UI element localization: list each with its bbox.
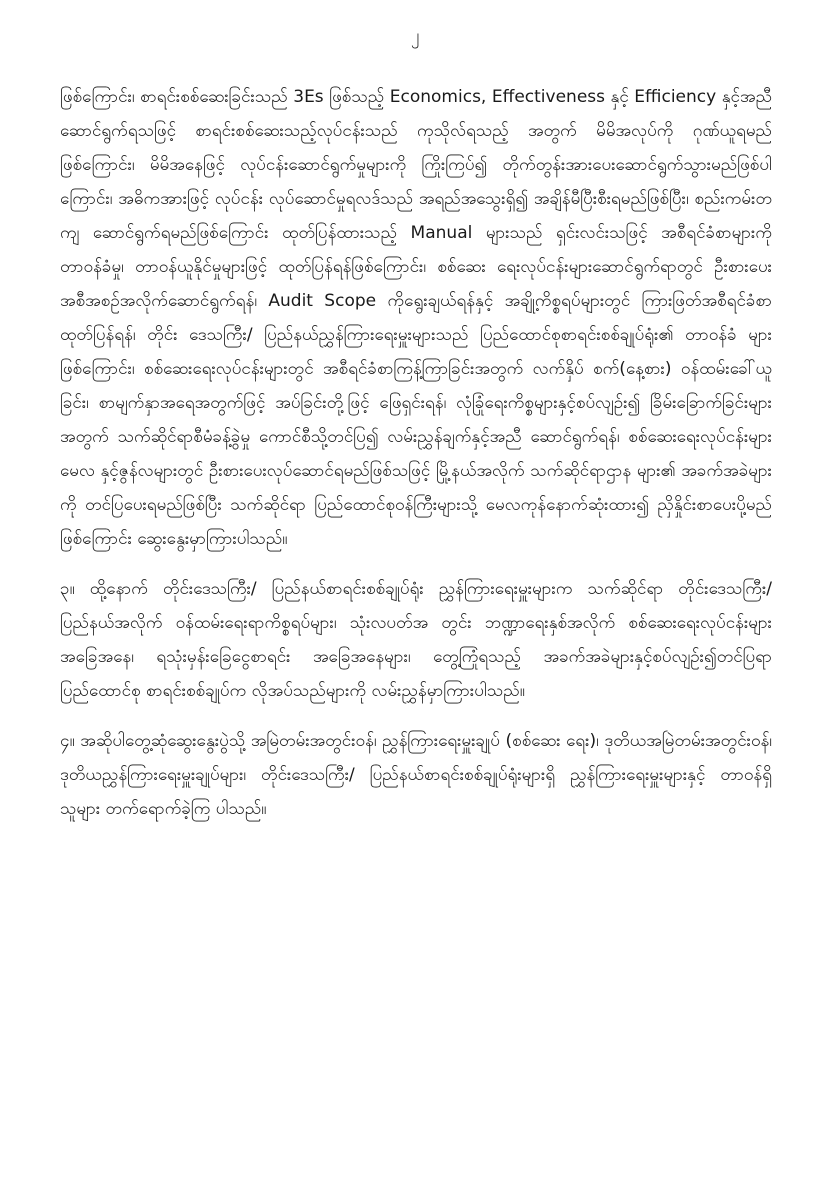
paragraph-3: ၃။ ထို့နောက် တိုင်းဒေသကြီး/ ပြည်နယ်စာရင်းစစ်ချုပ်ရုံး ညွှန်ကြားရေးမှူးများက သက်ဆိုင်ရာ တိုင်းဒေသကြီး/ ပြည်နယ်အလိုက် ဝန်ထမ်းရေးရာကိစ္စရပ်များ၊ သုံးလပတ်အ တွင်း ဘဏ္ဍာရေးနှစ်အလိုက် စစ်ဆေးရေးလုပ်ငန်းများအခြေအနေ၊ ရသုံးမှန်းခြေငွေစာရင်း အခြေအနေများ၊ တွေ့ကြုံရသည့် အခက်အခဲများနှင့်စပ်လျဉ်း၍တင်ပြရာ ပြည်ထောင်စု စာရင်းစစ်ချုပ်က လိုအပ်သည်များကို လမ်းညွှန်မှာကြားပါသည်။ (60, 579, 772, 701)
document-body (60, 80, 772, 826)
paragraph-4: ၄။ အဆိုပါတွေ့ဆုံဆွေးနွေးပွဲသို့ အမြဲတမ်းအတွင်းဝန်၊ ညွှန်ကြားရေးမှူးချုပ် (စစ်ဆေး ရေး)၊ ဒုတိယအမြဲတမ်းအတွင်းဝန်၊ ဒုတိယညွှန်ကြားရေးမှူးချုပ်များ၊ တိုင်းဒေသကြီး/ ပြည်နယ်စာရင်းစစ်ချုပ်ရုံးများရှိ ညွှန်ကြားရေးမှူးများနှင့် တာဝန်ရှိသူများ တက်ရောက်ခဲ့ကြ ပါသည်။ (60, 731, 772, 819)
page-number: ၂ (410, 26, 420, 46)
paragraph-continued: ဖြစ်ကြောင်း၊ စာရင်းစစ်ဆေးခြင်းသည် 3Es ဖြစ်သည့် Economics, Effectiveness နှင့် Efficiency နှင့်အညီ ဆောင်ရွက်ရသဖြင့် စာရင်းစစ်ဆေးသည့်လုပ်ငန်းသည် ကုသိုလ်ရသည့် အတွက် မိမိအလုပ်ကို ဂုဏ်ယူရမည်ဖြစ်ကြောင်း၊ မိမိအနေဖြင့် လုပ်ငန်းဆောင်ရွက်မှုများကို ကြိုးကြပ်၍ တိုက်တွန်းအားပေးဆောင်ရွက်သွားမည်ဖြစ်ပါကြောင်း၊ အဓိကအားဖြင့် လုပ်ငန်း လုပ်ဆောင်မှုရလဒ်သည် အရည်အသွေးရှိ၍ အချိန်မီပြီးစီးရမည်ဖြစ်ပြီး၊ စည်းကမ်းတကျ ဆောင်ရွက်ရမည်ဖြစ်ကြောင်း ထုတ်ပြန်ထားသည့် Manual များသည် ရှင်းလင်းသဖြင့် အစီရင်ခံစာများကို တာဝန်ခံမှု၊ တာဝန်ယူနိုင်မှုများဖြင့် ထုတ်ပြန်ရန်ဖြစ်ကြောင်း၊ စစ်ဆေး ရေးလုပ်ငန်းများဆောင်ရွက်ရာတွင် ဦးစားပေးအစီအစဉ်အလိုက်ဆောင်ရွက်ရန်၊ Audit Scope ကိုရွေးချယ်ရန်နှင့် အချို့ကိစ္စရပ်များတွင် ကြားဖြတ်အစီရင်ခံစာထုတ်ပြန်ရန်၊ တိုင်း ဒေသကြီး/ ပြည်နယ်ညွှန်ကြားရေးမှူးများသည် ပြည်ထောင်စုစာရင်းစစ်ချုပ်ရုံး၏ တာဝန်ခံ များဖြစ်ကြောင်း၊ စစ်ဆေးရေးလုပ်ငန်းများတွင် အစီရင်ခံစာကြန့်ကြာခြင်းအတွက် လက်နှိပ် စက်(နေ့စား) ဝန်ထမ်းခေါ်ယူခြင်း၊ စာမျက်နှာအရေအတွက်ဖြင့် အပ်ခြင်းတို့ဖြင့် ဖြေရှင်းရန်၊ လုံခြုံရေးကိစ္စများနှင့်စပ်လျဉ်း၍ ခြိမ်းခြောက်ခြင်းများအတွက် သက်ဆိုင်ရာစီမံခန့်ခွဲမှု ကောင်စီသို့တင်ပြ၍ လမ်းညွှန်ချက်နှင့်အညီ ဆောင်ရွက်ရန်၊ စစ်ဆေးရေးလုပ်ငန်းများ မေလ နှင့်ဇွန်လများတွင် ဦးစားပေးလုပ်ဆောင်ရမည်ဖြစ်သဖြင့် မြို့နယ်အလိုက် သက်ဆိုင်ရာဌာန များ၏ အခက်အခဲများကို တင်ပြပေးရမည်ဖြစ်ပြီး သက်ဆိုင်ရာ ပြည်ထောင်စုဝန်ကြီးများသို့ မေလကုန်နောက်ဆုံးထား၍ ညှိနှိုင်းစာပေးပို့မည်ဖြစ်ကြောင်း ဆွေးနွေးမှာကြားပါသည်။ (60, 87, 772, 549)
